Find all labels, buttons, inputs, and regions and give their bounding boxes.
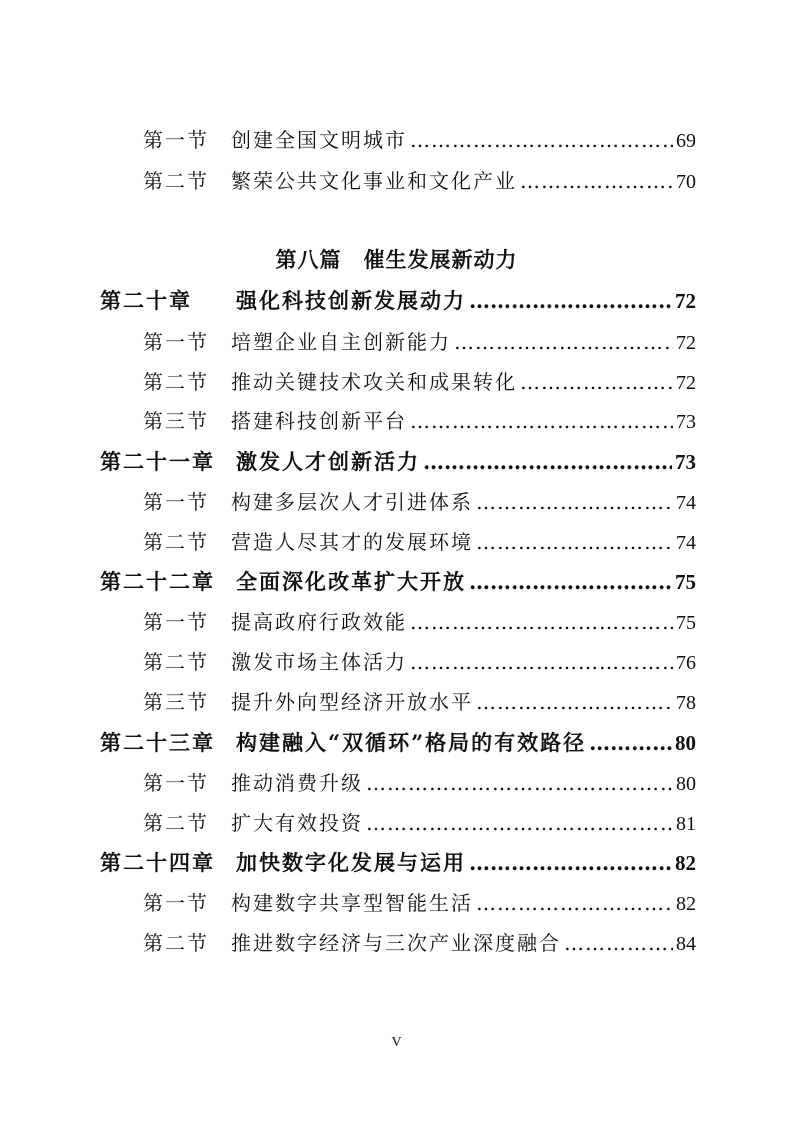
part-heading: 第八篇 催生发展新动力 (275, 247, 518, 272)
chapter-page: 75 (675, 570, 696, 594)
chapter-label: 第二十二章 (100, 569, 215, 594)
leader-dots (423, 449, 672, 474)
toc-section-entry[interactable] (143, 807, 696, 836)
leader-dots (469, 569, 672, 594)
leader-dots (476, 490, 673, 514)
chapter-page: 80 (675, 731, 696, 755)
section-title: 推进数字经济与三次产业深度融合 (231, 931, 561, 955)
toc-chapter-entry[interactable] (100, 847, 696, 877)
section-page: 72 (676, 332, 696, 354)
section-label: 第三节 (143, 409, 209, 433)
section-page: 69 (676, 130, 696, 152)
toc-chapter-entry[interactable] (100, 446, 696, 476)
section-title: 搭建科技创新平台 (231, 409, 407, 433)
leader-dots (366, 811, 673, 835)
section-title: 推动关键技术攻关和成果转化 (231, 370, 517, 394)
section-title: 构建多层次人才引进体系 (231, 490, 473, 514)
section-label: 第二节 (143, 370, 209, 394)
chapter-label: 第二十四章 (100, 850, 215, 875)
section-page: 78 (676, 692, 696, 714)
chapter-title: 全面深化改革扩大开放 (236, 569, 466, 594)
toc-section-entry[interactable] (143, 124, 696, 153)
section-label: 第二节 (143, 530, 209, 554)
toc-section-entry[interactable] (143, 165, 696, 194)
toc-chapter-entry[interactable] (100, 285, 696, 315)
section-label: 第二节 (143, 650, 209, 674)
toc-section-entry[interactable] (143, 686, 696, 715)
toc-chapter-entry[interactable] (100, 566, 696, 596)
toc-section-entry[interactable] (143, 526, 696, 555)
leader-dots (410, 610, 673, 634)
chapter-label: 第二十一章 (100, 449, 215, 474)
section-page: 72 (676, 372, 696, 394)
section-page: 74 (676, 492, 696, 514)
leader-dots (454, 330, 673, 354)
chapter-label: 第二十三章 (100, 730, 215, 755)
section-label: 第一节 (143, 771, 209, 795)
toc-section-entry[interactable] (143, 326, 696, 355)
chapter-label: 第二十章 (100, 288, 192, 313)
section-title: 激发市场主体活力 (231, 650, 407, 674)
toc-section-entry[interactable] (143, 486, 696, 515)
leader-dots (469, 850, 672, 875)
chapter-page: 72 (675, 289, 696, 313)
section-page: 73 (676, 411, 696, 433)
section-page: 82 (676, 893, 696, 915)
section-page: 80 (676, 773, 696, 795)
toc-section-entry[interactable] (143, 767, 696, 796)
chapter-title: 强化科技创新发展动力 (236, 288, 466, 313)
leader-dots (476, 530, 673, 554)
section-page: 70 (676, 171, 696, 193)
section-label: 第三节 (143, 690, 209, 714)
section-page: 84 (676, 933, 696, 955)
toc-section-entry[interactable] (143, 887, 696, 916)
leader-dots (410, 128, 673, 152)
leader-dots (410, 650, 673, 674)
leader-dots (589, 730, 672, 755)
section-label: 第一节 (143, 490, 209, 514)
page-number: V (391, 1035, 402, 1050)
section-label: 第一节 (143, 330, 209, 354)
toc-section-entry[interactable] (143, 366, 696, 395)
leader-dots (410, 409, 673, 433)
leader-dots (520, 370, 673, 394)
toc-section-entry[interactable] (143, 606, 696, 635)
leader-dots (476, 891, 673, 915)
section-page: 74 (676, 532, 696, 554)
section-title: 构建数字共享型智能生活 (231, 891, 473, 915)
section-page: 75 (676, 612, 696, 634)
section-title: 提升外向型经济开放水平 (231, 690, 473, 714)
section-label: 第二节 (143, 811, 209, 835)
section-title: 培塑企业自主创新能力 (231, 330, 451, 354)
chapter-title: 激发人才创新活力 (236, 449, 420, 474)
toc-section-entry[interactable] (143, 927, 696, 956)
section-page: 81 (676, 813, 696, 835)
section-label: 第一节 (143, 610, 209, 634)
chapter-page: 73 (675, 450, 696, 474)
leader-dots (469, 288, 672, 313)
section-label: 第二节 (143, 169, 209, 193)
leader-dots (476, 690, 673, 714)
section-label: 第一节 (143, 128, 209, 152)
section-title: 扩大有效投资 (231, 811, 363, 835)
section-title: 繁荣公共文化事业和文化产业 (231, 169, 517, 193)
section-title: 推动消费升级 (231, 771, 363, 795)
section-title: 创建全国文明城市 (231, 128, 407, 152)
toc-section-entry[interactable] (143, 405, 696, 434)
section-label: 第一节 (143, 891, 209, 915)
leader-dots (564, 931, 673, 955)
chapter-page: 82 (675, 851, 696, 875)
section-title: 营造人尽其才的发展环境 (231, 530, 473, 554)
leader-dots (520, 169, 673, 193)
section-title: 提高政府行政效能 (231, 610, 407, 634)
section-label: 第二节 (143, 931, 209, 955)
leader-dots (366, 771, 673, 795)
chapter-title: 加快数字化发展与运用 (236, 850, 466, 875)
toc-section-entry[interactable] (143, 646, 696, 675)
section-page: 76 (676, 652, 696, 674)
chapter-title: 构建融入“双循环”格局的有效路径 (236, 730, 587, 755)
toc-chapter-entry[interactable] (100, 727, 696, 757)
